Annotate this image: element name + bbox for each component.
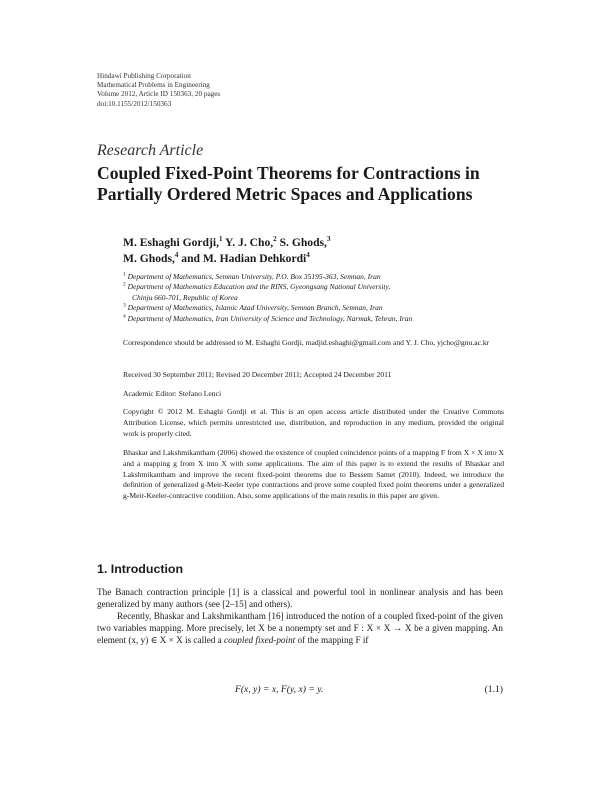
author-line — [123, 251, 330, 267]
paragraph: Recently, Bhaskar and Lakshmikantham [16] introduced the notion of a coupled fixed-point of the given two variables mapping. More precisely, let X be a nonempty set and F : X × X → X be a given mapping. An element (x, y) ∈ X × X is called a coupled fixed-point of the mapping F if — [97, 611, 503, 645]
academic-editor: Academic Editor: Stefano Lenci — [123, 389, 222, 398]
author-name: M. Eshaghi Gordji, — [123, 236, 219, 249]
author-name: M. Ghods, — [123, 252, 175, 265]
publication-info — [97, 72, 220, 109]
author-line — [123, 235, 330, 251]
publisher: Hindawi Publishing Corporation — [97, 72, 191, 80]
paragraph: The Banach contraction principle [1] is a classical and powerful tool in nonlinear analysis and has been generalized by many authors (see [2–15] and others). — [97, 587, 503, 609]
author-name: S. Ghods, — [276, 236, 327, 249]
affiliation-continued: Chinju 660-701, Republic of Korea — [132, 292, 238, 302]
correspondence: Correspondence should be addressed to M. Eshaghi Gordji, madjid.eshaghi@gmail.com and Y. J. Cho, yjcho@gnu.ac.kr — [123, 338, 490, 347]
section-heading: 1. Introduction — [97, 562, 184, 576]
author-affil-mark: 4 — [174, 251, 179, 260]
author-affil-mark: 1 — [218, 235, 223, 244]
article-type: Research Article — [97, 142, 204, 159]
author-name: Y. J. Cho, — [222, 236, 274, 249]
author-affil-mark: 2 — [273, 235, 277, 244]
equation-content: F(x, y) = x, F(y, x) = y. — [235, 684, 324, 695]
affiliation: $^2$ Department of Mathematics Education and the RINS, Gyeongsang National University, — [123, 281, 391, 292]
doi: doi:10.1155/2012/150363 — [97, 99, 172, 108]
journal-name: Mathematical Problems in Engineering — [97, 81, 210, 90]
volume-line: Volume 2012, Article ID 150363, 20 pages — [97, 90, 221, 99]
affiliation: $^1$ Department of Mathematics, Semnan University, P.O. Box 35195-363, Semnan, Iran — [123, 271, 381, 281]
author-list — [123, 235, 330, 267]
defined-term: coupled fixed-point — [224, 635, 296, 645]
abstract: Bhaskar and Lakshmikantham (2006) showed the existence of coupled coincidence points of a mapping F from X × X into X and a mapping g from X into X with some applications. The aim of this paper is to extend the results of Bhaskar and Lakshmikantham and improve the recent fixed-point theorems due to Bessem Samet (2010). Indeed, we introduce the definition of generalized g-Meir-Keeler type contractions and prove some coupled fixed point theorems under a generalized g-Meir-Keeler-contractive condition. Also, some applications of the main results in this paper are given. — [123, 448, 504, 501]
affiliation: $^3$ Department of Mathematics, Islamic Azad University, Semnan Branch, Semnan, Iran — [123, 302, 383, 313]
equation-number: (1.1) — [484, 684, 503, 695]
title-line: Partially Ordered Metric Spaces and Applications — [97, 184, 473, 204]
affiliations — [123, 272, 412, 324]
title-line: Coupled Fixed-Point Theorems for Contractions in — [97, 163, 480, 183]
received-dates: Received 30 September 2011; Revised 20 December 2011; Accepted 24 December 2011 — [123, 370, 392, 379]
copyright-notice: Copyright © 2012 M. Eshaghi Gordji et al. This is an open access article distributed under the Creative Commons Attribution License, which permits unrestricted use, distribution, and reproduction in any medium, provided the original work is properly cited. — [123, 407, 504, 438]
affiliation: $^4$ Department of Mathematics, Iran University of Science and Technology, Narmak, Tehran, Iran — [123, 313, 413, 323]
introduction-body — [97, 586, 503, 646]
author-affil-mark: 4 — [306, 251, 310, 260]
equation — [97, 684, 503, 698]
author-affil-mark: 3 — [326, 235, 331, 244]
author-name: and M. Hadian Dehkordi — [178, 252, 307, 265]
paper-title — [97, 163, 517, 205]
